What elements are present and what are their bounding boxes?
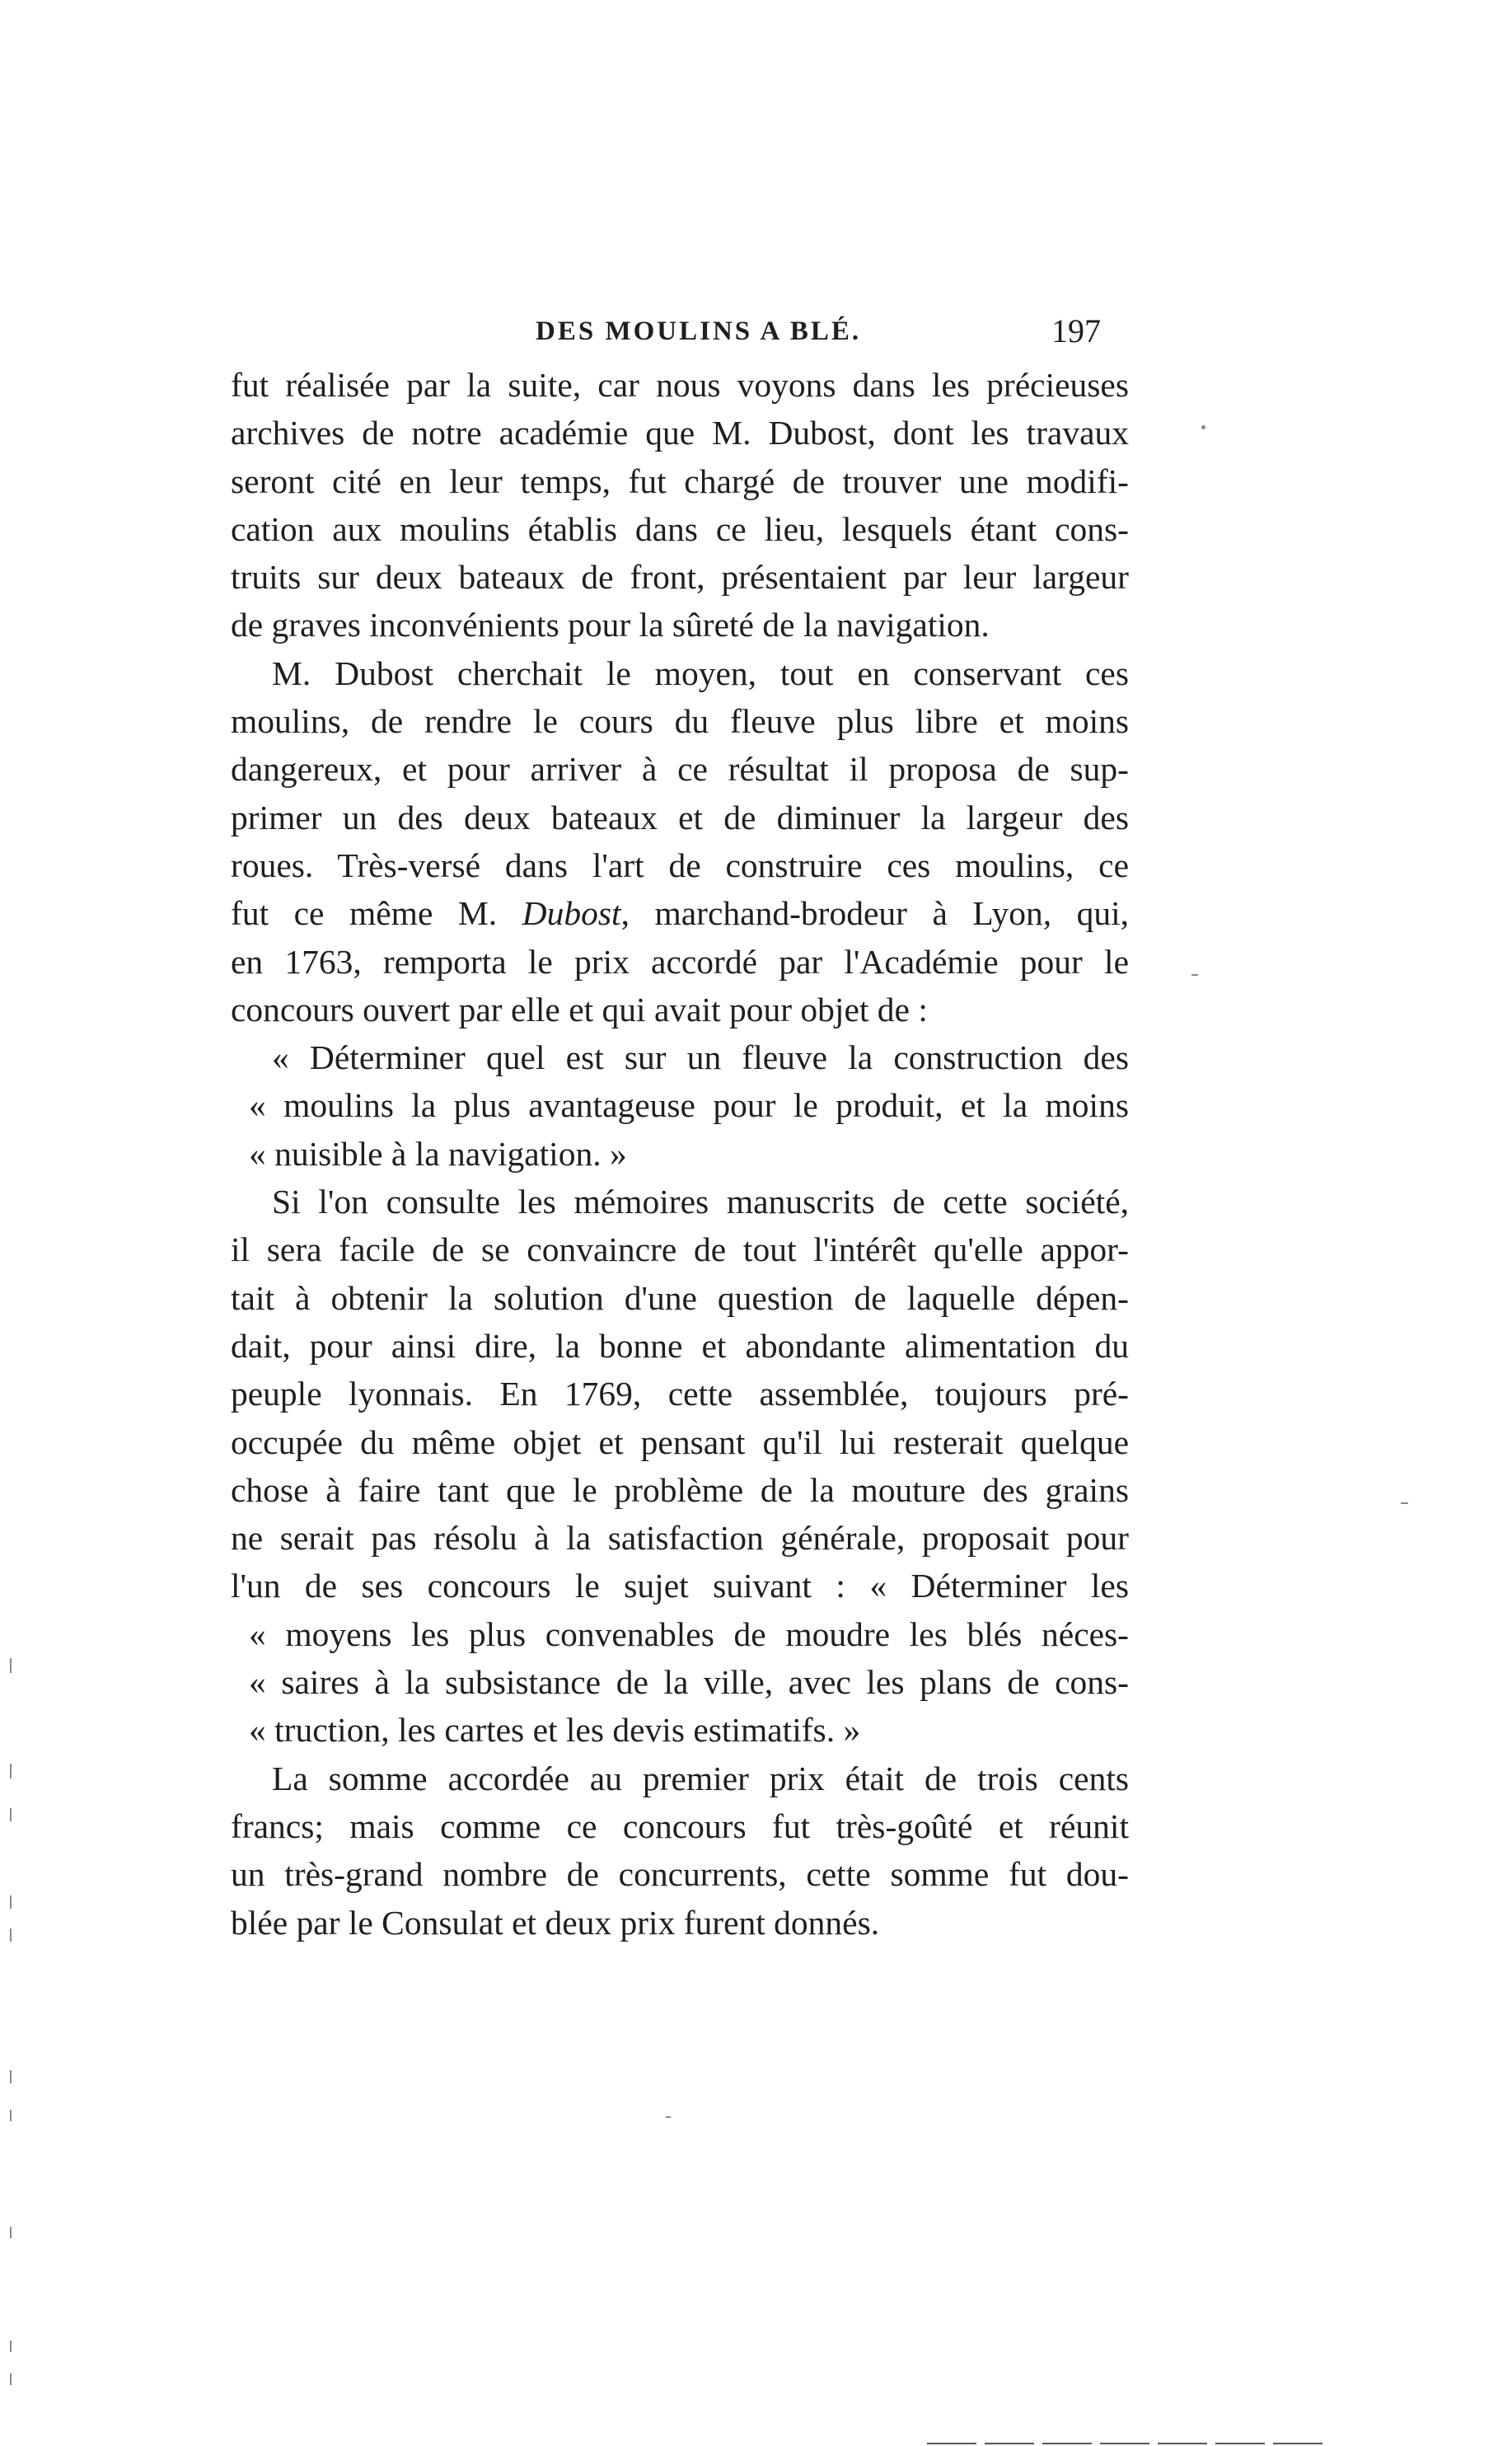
text-line: chose à faire tant que le problème de la mouture des grains <box>231 1470 1129 1509</box>
text-line: concours ouvert par elle et qui avait pour objet de : <box>231 990 928 1029</box>
text-line: blée par le Consulat et deux prix furent donnés. <box>231 1903 880 1942</box>
margin-tick <box>10 2070 12 2083</box>
margin-tick <box>10 1808 12 1821</box>
text-line: un très-grand nombre de concurrents, cette somme fut dou- <box>231 1855 1129 1894</box>
margin-tick <box>10 1764 12 1778</box>
text-line: fut réalisée par la suite, car nous voyons dans les précieuses <box>231 366 1129 404</box>
quote-line: « saires à la subsistance de la ville, avec les plans de cons- <box>249 1663 1129 1702</box>
text-line: seront cité en leur temps, fut chargé de trouver une modifi- <box>231 462 1129 500</box>
text-line: roues. Très-versé dans l'art de construire ces moulins, ce <box>231 846 1129 884</box>
text-line: francs; mais comme ce concours fut très-goûté et réunit <box>231 1806 1129 1845</box>
text-line: moulins, de rendre le cours du fleuve plus libre et moins <box>231 702 1129 741</box>
scan-speck <box>1201 425 1205 429</box>
margin-tick <box>10 2227 12 2238</box>
text-line: M. Dubost cherchait le moyen, tout en conservant ces <box>272 654 1129 692</box>
quote-line: « moulins la plus avantageuse pour le produit, et la moins <box>249 1086 1129 1125</box>
text-line: de graves inconvénients pour la sûreté de la navigation. <box>231 606 990 644</box>
page-number: 197 <box>1051 312 1101 349</box>
text-line: il sera facile de se convaincre de tout l'intérêt qu'elle appor- <box>231 1230 1129 1269</box>
text-line: dait, pour ainsi dire, la bonne et abondante alimentation du <box>231 1326 1129 1365</box>
text-line: cation aux moulins établis dans ce lieu, lesquels étant cons- <box>231 509 1129 548</box>
scan-speck <box>1191 974 1198 976</box>
text-line: en 1763, remporta le prix accordé par l'Académie pour le <box>231 942 1129 981</box>
scan-edge-rule <box>927 2443 1322 2444</box>
text-line: archives de notre académie que M. Dubost, dont les travaux <box>231 414 1129 452</box>
quote-line: « truction, les cartes et les devis estimatifs. » <box>249 1711 861 1750</box>
scan-speck <box>1401 1502 1408 1504</box>
margin-tick <box>10 2373 12 2385</box>
text-line-with-italic <box>231 889 1129 937</box>
text-line: Si l'on consulte les mémoires manuscrits de cette société, <box>272 1183 1129 1221</box>
margin-tick <box>10 1895 12 1909</box>
margin-tick <box>10 2341 12 2352</box>
text-line: tait à obtenir la solution d'une question de laquelle dépen- <box>231 1278 1129 1317</box>
text-segment: fut ce même M. <box>231 894 522 933</box>
scan-speck <box>666 2116 671 2118</box>
text-line: primer un des deux bateaux et de diminuer la largeur des <box>231 798 1129 836</box>
quote-line: « moyens les plus convenables de moudre les blés néces- <box>249 1614 1129 1653</box>
text-line: peuple lyonnais. En 1769, cette assemblée, toujours pré- <box>231 1375 1129 1413</box>
running-title: DES MOULINS A BLÉ. <box>536 316 862 346</box>
text-line: truits sur deux bateaux de front, présentaient par leur largeur <box>231 558 1129 597</box>
margin-tick <box>10 2110 12 2121</box>
italic-name: Dubost <box>522 894 621 933</box>
text-line: l'un de ses concours le sujet suivant : « Déterminer les <box>231 1567 1129 1605</box>
margin-tick <box>10 1658 12 1673</box>
body-text <box>231 361 1129 1947</box>
text-line: ne serait pas résolu à la satisfaction générale, proposait pour <box>231 1519 1129 1558</box>
quote-line: « Déterminer quel est sur un fleuve la construction des <box>272 1038 1129 1077</box>
text-line: La somme accordée au premier prix était de trois cents <box>272 1759 1129 1797</box>
text-segment: , marchand-brodeur à Lyon, qui, <box>620 894 1129 933</box>
text-line: dangereux, et pour arriver à ce résultat il proposa de sup- <box>231 750 1129 789</box>
margin-tick <box>10 1928 12 1942</box>
quote-line: « nuisible à la navigation. » <box>249 1134 627 1173</box>
text-line: occupée du même objet et pensant qu'il lui resterait quelque <box>231 1422 1129 1461</box>
